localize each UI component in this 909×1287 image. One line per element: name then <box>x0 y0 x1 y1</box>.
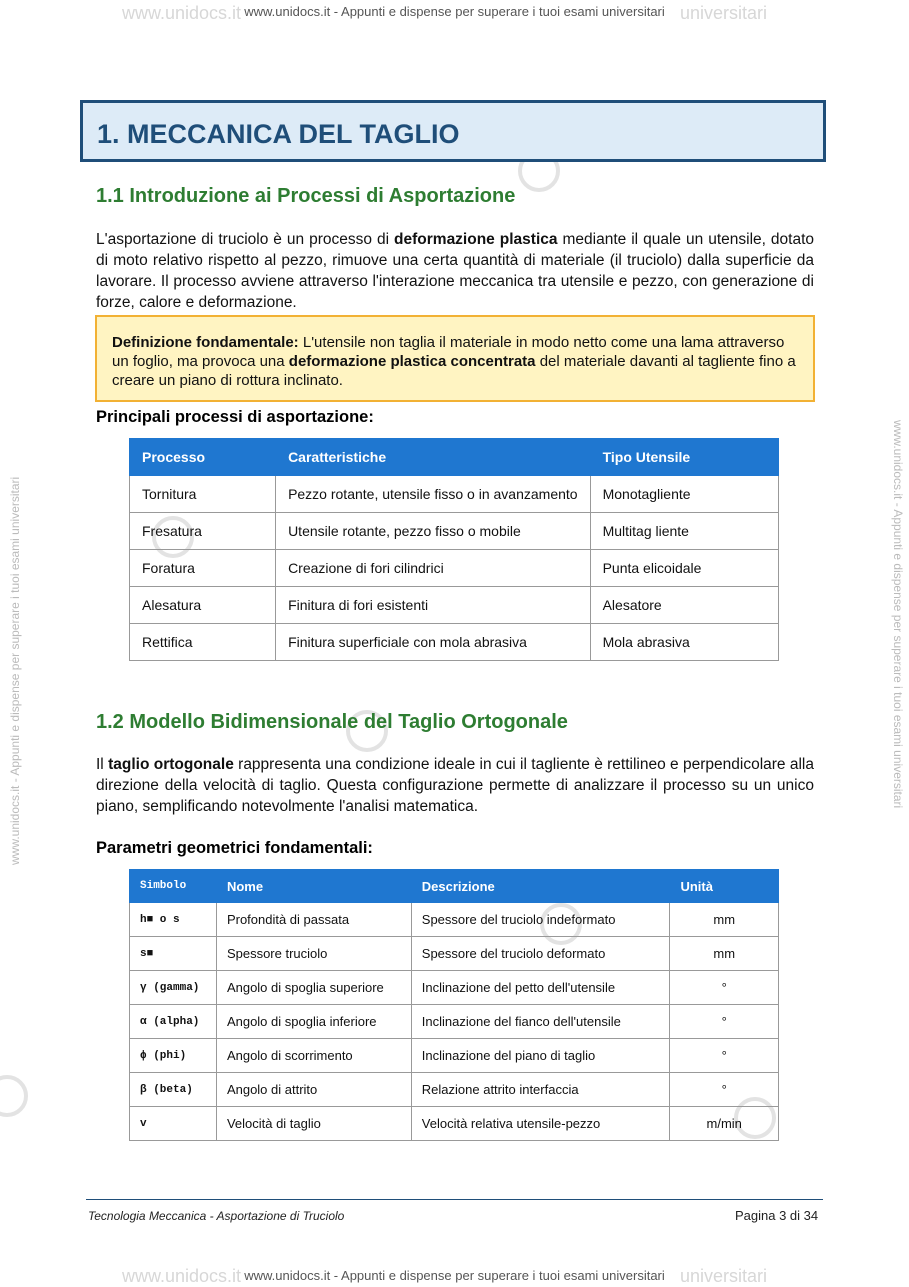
table-cell-unit: mm <box>670 937 779 971</box>
table-header: Simbolo <box>130 870 217 903</box>
parameters-table-title: Parametri geometrici fondamentali: <box>96 839 373 857</box>
table-cell: Rettifica <box>130 624 276 661</box>
table-cell-unit: ° <box>670 971 779 1005</box>
definition-text: L'utensile non taglia il materiale in modo netto come una lama attraverso un foglio, ma provoca una <box>112 334 785 370</box>
section-heading-1-1: 1.1 Introduzione ai Processi di Asportazione <box>96 185 516 207</box>
intro-text: L'asportazione di truciolo è un processo di <box>96 231 395 248</box>
table-row <box>130 1073 779 1107</box>
table-cell-unit: mm <box>670 903 779 937</box>
parameters-table <box>129 869 779 1141</box>
table-header: Descrizione <box>411 870 670 903</box>
watermark-top: www.unidocs.it - Appunti e dispense per superare i tuoi esami universitari <box>244 4 665 19</box>
table-header: Unità <box>670 870 779 903</box>
table-cell-symbol: s■ <box>130 937 217 971</box>
table-header: Tipo Utensile <box>590 439 778 476</box>
definition-text-cont: del materiale davanti al tagliente fino a creare un piano di rottura inclinato. <box>112 353 796 389</box>
table-cell: Alesatura <box>130 587 276 624</box>
table-cell: Spessore del truciolo deformato <box>411 937 670 971</box>
table-row <box>130 550 779 587</box>
watermark-faint-right-bottom: universitari <box>680 1266 768 1286</box>
table-cell: Finitura superficiale con mola abrasiva <box>276 624 591 661</box>
table-cell: Fresatura <box>130 513 276 550</box>
table-cell: Tornitura <box>130 476 276 513</box>
orthogonal-text-cont: rappresenta una condizione ideale in cui il tagliente è rettilineo e perpendicolare alla direzione della velocità di taglio. Questa configurazione permette di analizzare il processo su un unico piano, semplificando notevolmente l'analisi matematica. <box>96 756 814 815</box>
definition-label: Definizione fondamentale: <box>112 334 299 351</box>
table-cell: Spessore del truciolo indeformato <box>411 903 670 937</box>
watermark-side-right: www.unidocs.it - Appunti e dispense per superare i tuoi esami universitari <box>891 420 905 809</box>
table-cell: Mola abrasiva <box>590 624 778 661</box>
table-row <box>130 1005 779 1039</box>
table-cell: Inclinazione del fianco dell'utensile <box>411 1005 670 1039</box>
table-row <box>130 624 779 661</box>
section-heading-1-2: 1.2 Modello Bidimensionale del Taglio Ortogonale <box>96 711 568 733</box>
table-cell-unit: m/min <box>670 1107 779 1141</box>
table-row <box>130 587 779 624</box>
table-cell-symbol: γ (gamma) <box>130 971 217 1005</box>
table-cell: Spessore truciolo <box>216 937 411 971</box>
table-row <box>130 1107 779 1141</box>
unidocs-logo-watermark-icon <box>0 1075 28 1117</box>
footer-page-number: Pagina 3 di 34 <box>735 1208 819 1223</box>
table-cell: Angolo di attrito <box>216 1073 411 1107</box>
table-cell: Angolo di spoglia inferiore <box>216 1005 411 1039</box>
table-row <box>130 937 779 971</box>
table-header-row <box>130 870 779 903</box>
orthogonal-bold: taglio ortogonale <box>108 756 234 773</box>
chapter-title: 1. MECCANICA DEL TAGLIO <box>97 119 460 149</box>
table-cell: Creazione di fori cilindrici <box>276 550 591 587</box>
watermark-side-left: www.unidocs.it - Appunti e dispense per superare i tuoi esami universitari <box>8 476 22 865</box>
definition-box <box>95 315 815 402</box>
table-cell: Finitura di fori esistenti <box>276 587 591 624</box>
table-cell-symbol: v <box>130 1107 217 1141</box>
table-row <box>130 476 779 513</box>
table-header: Nome <box>216 870 411 903</box>
watermark-faint-left: www.unidocs.it <box>122 3 242 23</box>
orthogonal-text: Il <box>96 756 109 773</box>
footer-divider <box>86 1199 823 1200</box>
table-cell: Multitag liente <box>590 513 778 550</box>
table-header: Processo <box>130 439 276 476</box>
table-row <box>130 971 779 1005</box>
processes-table <box>129 438 779 661</box>
orthogonal-paragraph <box>96 754 814 817</box>
table-cell: Angolo di spoglia superiore <box>216 971 411 1005</box>
table-cell: Angolo di scorrimento <box>216 1039 411 1073</box>
table-cell: Monotagliente <box>590 476 778 513</box>
table-cell-unit: ° <box>670 1039 779 1073</box>
table-header: Caratteristiche <box>276 439 591 476</box>
intro-text-cont: mediante il quale un utensile, dotato di moto relativo rispetto al pezzo, rimuove una certa quantità di materiale (il truciolo) dalla superficie da lavorare. Il processo avviene attraverso l'interazione meccanica tra utensile e pezzo, con generazione di forze, calore e deformazione. <box>96 231 815 311</box>
watermark-faint-right: universitari <box>680 3 768 23</box>
intro-bold: deformazione plastica <box>394 231 558 248</box>
table-cell-unit: ° <box>670 1005 779 1039</box>
table-cell: Inclinazione del petto dell'utensile <box>411 971 670 1005</box>
table-row <box>130 903 779 937</box>
definition-bold: deformazione plastica concentrata <box>288 353 536 370</box>
table-cell-symbol: β (beta) <box>130 1073 217 1107</box>
intro-paragraph <box>96 229 814 313</box>
table-cell: Profondità di passata <box>216 903 411 937</box>
table-cell-symbol: ϕ (phi) <box>130 1039 217 1073</box>
table-cell: Pezzo rotante, utensile fisso o in avanzamento <box>276 476 591 513</box>
table-cell: Alesatore <box>590 587 778 624</box>
processes-table-title: Principali processi di asportazione: <box>96 408 374 426</box>
table-row <box>130 1039 779 1073</box>
table-cell: Velocità di taglio <box>216 1107 411 1141</box>
watermark-bottom: www.unidocs.it - Appunti e dispense per superare i tuoi esami universitari <box>244 1268 665 1283</box>
table-cell: Inclinazione del piano di taglio <box>411 1039 670 1073</box>
footer-document-title: Tecnologia Meccanica - Asportazione di Truciolo <box>88 1209 345 1223</box>
table-cell-symbol: h■ o s <box>130 903 217 937</box>
table-header-row <box>130 439 779 476</box>
table-cell: Foratura <box>130 550 276 587</box>
table-cell: Velocità relativa utensile-pezzo <box>411 1107 670 1141</box>
table-cell: Punta elicoidale <box>590 550 778 587</box>
chapter-title-box <box>80 100 826 162</box>
table-cell-symbol: α (alpha) <box>130 1005 217 1039</box>
table-row <box>130 513 779 550</box>
table-cell: Relazione attrito interfaccia <box>411 1073 670 1107</box>
table-cell-unit: ° <box>670 1073 779 1107</box>
watermark-faint-left-bottom: www.unidocs.it <box>122 1266 242 1286</box>
table-cell: Utensile rotante, pezzo fisso o mobile <box>276 513 591 550</box>
